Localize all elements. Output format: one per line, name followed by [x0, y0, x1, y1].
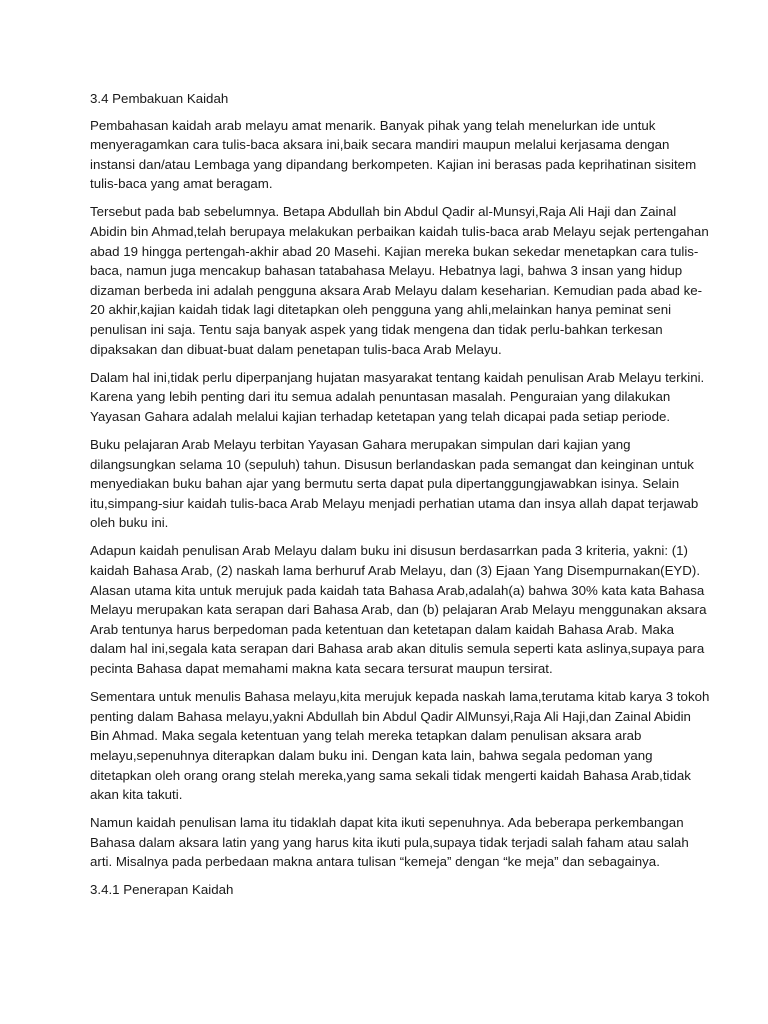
paragraph-6: Sementara untuk menulis Bahasa melayu,kita merujuk kepada naskah lama,terutama kitab karya 3 tokoh penting dalam Bahasa melayu,yakni Abdullah bin Abdul Qadir AlMunsyi,Raja Ali Haji,dan Zainal Abidin Bin Ahmad. Maka segala ketentuan yang telah mereka tetapkan dalam penulisan aksara arab melayu,sepenuhnya diterapkan dalam buku ini. Dengan kata lain, bahwa segala pedoman yang ditetapkan oleh orang orang stelah mereka,yang sama sekali tidak mengerti kaidah Bahasa Arab,tidak akan kita takuti. — [90, 689, 710, 803]
document-page — [90, 89, 710, 907]
paragraph-2: Tersebut pada bab sebelumnya. Betapa Abdullah bin Abdul Qadir al-Munsyi,Raja Ali Haji dan Zainal Abidin bin Ahmad,telah berupaya melakukan perbaikan kaidah tulis-baca arab Melayu sejak pertengahan abad 19 hingga pertengah-akhir abad 20 Masehi. Kajian mereka bukan sekedar menetapkan cara tulis-baca, namun juga mencakup bahasan tatabahasa Melayu. Hebatnya lagi, bahwa 3 insan yang hidup dizaman berbeda ini adalah pengguna aksara Arab Melayu dalam keseharian. Kemudian pada abad ke-20 akhir,kajian kaidah tidak lagi ditetapkan oleh pengguna yang ahli,melainkan hanya peminat seni penulisan ini saja. Tentu saja banyak aspek yang tidak mengena dan tidak perlu-bahkan terkesan dipaksakan dan dibuat-buat dalam penetapan tulis-baca Arab Melayu. — [90, 204, 709, 357]
paragraph-7: Namun kaidah penulisan lama itu tidaklah dapat kita ikuti sepenuhnya. Ada beberapa perkembangan Bahasa dalam aksara latin yang yang harus kita ikuti pula,supaya tidak terjadi salah faham atau salah arti. Misalnya pada perbedaan makna antara tulisan “kemeja” dengan “ke meja” dan sebagainya. — [90, 815, 689, 870]
paragraph-4: Buku pelajaran Arab Melayu terbitan Yayasan Gahara merupakan simpulan dari kajian yang dilangsungkan selama 10 (sepuluh) tahun. Disusun berlandaskan pada semangat dan keinginan untuk menyediakan buku bahan ajar yang bermutu serta dapat pula dipertanggungjawabkan isinya. Selain itu,simpang-siur kaidah tulis-baca Arab Melayu menjadi perhatian utama dan insya allah dapat terjawab oleh buku ini. — [90, 437, 699, 531]
paragraph-3: Dalam hal ini,tidak perlu diperpanjang hujatan masyarakat tentang kaidah penulisan Arab Melayu terkini. Karena yang lebih penting dari itu semua adalah penuntasan masalah. Penguraian yang dilakukan Yayasan Gahara adalah melalui kajian terhadap ketetapan yang telah dicapai pada setiap periode. — [90, 369, 705, 424]
paragraph-5: Adapun kaidah penulisan Arab Melayu dalam buku ini disusun berdasarrkan pada 3 kriteria, yakni: (1) kaidah Bahasa Arab, (2) naskah lama berhuruf Arab Melayu, dan (3) Ejaan Yang Disempurnakan(EYD). Alasan utama kita untuk merujuk pada kaidah tata Bahasa Arab,adalah(a) bahwa 30% kata kata Bahasa Melayu merupakan kata serapan dari Bahasa Arab, dan (b) pelajaran Arab Melayu menggunakan aksara Arab tentunya harus berpedoman pada ketentuan dan ketetapan dalam kaidah Bahasa Arab. Maka dalam hal ini,segala kata serapan dari Bahasa arab akan ditulis semula seperti kata aslinya,supaya para pecinta Bahasa dapat memahami makna kata secara tersurat maupun tersirat. — [90, 543, 707, 677]
paragraph-1: Pembahasan kaidah arab melayu amat menarik. Banyak pihak yang telah menelurkan ide untuk menyeragamkan cara tulis-baca aksara ini,baik secara mandiri maupun melalui kerjasama dengan instansi dan/atau Lembaga yang dipandang berkompeten. Kajian ini berasas pada keprihatinan sisitem tulis-baca yang amat beragam. — [90, 117, 697, 192]
subsection-heading: 3.4.1 Penerapan Kaidah — [90, 882, 234, 898]
section-heading: 3.4 Pembakuan Kaidah — [90, 91, 229, 106]
